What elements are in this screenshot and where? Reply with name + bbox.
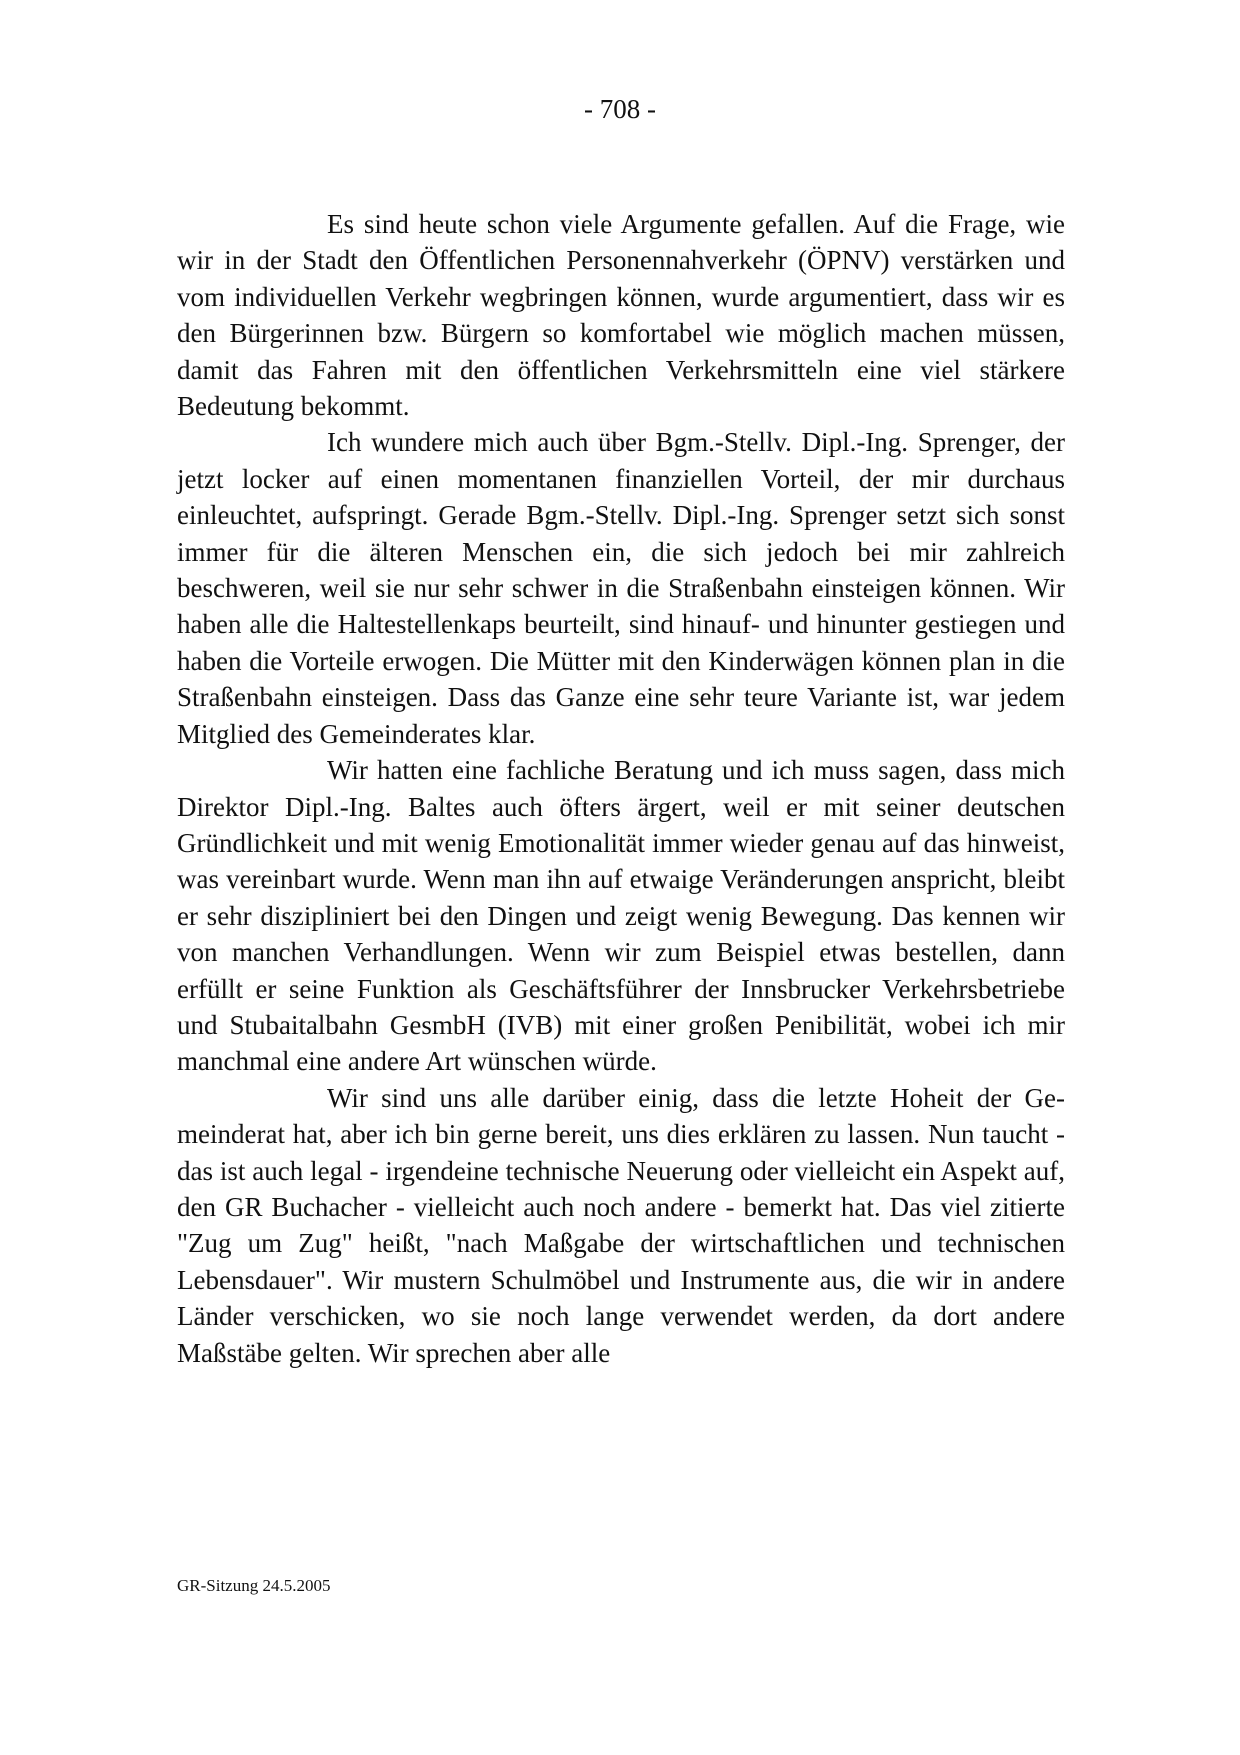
footer-session-date: GR-Sitzung 24.5.2005 — [177, 1576, 331, 1595]
paragraph: Wir sind uns alle darüber einig, dass die letzte Hoheit der Gemeinderat hat, aber ich bin gerne bereit, uns dies erklären zu lassen. Nun taucht - das ist auch legal - irgendeine technische Neuerung oder vielleicht ein Aspekt auf, den GR Buchacher - vielleicht auch noch andere - bemerkt hat. Das viel zitierte "Zug um Zug" heißt, "nach Maßgabe der wirtschaftlichen und technischen Lebensdauer". Wir mustern Schulmöbel und Instrumente aus, die wir in andere Länder verschicken, wo sie noch lange verwendet werden, da dort andere Maßstäbe gelten. Wir sprechen aber alle — [177, 1082, 1065, 1368]
paragraph: Ich wundere mich auch über Bgm.-Stellv. Dipl.-Ing. Sprenger, der jetzt locker auf einen momentanen finanziellen Vorteil, der mir durchaus einleuchtet, aufspringt. Gerade Bgm.-Stellv. Dipl.-Ing. Sprenger setzt sich sonst immer für die älteren Menschen ein, die sich jedoch bei mir zahlreich beschweren, weil sie nur sehr schwer in die Straßenbahn einsteigen können. Wir haben alle die Haltestellenkaps beurteilt, sind hinauf- und hinunter gestiegen und haben die Vorteile erwogen. Die Mütter mit den Kinderwägen können plan in die Straßenbahn einsteigen. Dass das Ganze eine sehr teure Variante ist, war jedem Mitglied des Gemeinderates klar. — [177, 427, 1065, 749]
paragraph: Wir hatten eine fachliche Beratung und ich muss sagen, dass mich Direktor Dipl.-Ing. Baltes auch öfters ärgert, weil er mit seiner deutschen Gründlichkeit und mit wenig Emotionalität immer wieder genau auf das hinweist, was vereinbart wurde. Wenn man ihn auf etwaige Veränderungen anspricht, bleibt er sehr diszipliniert bei den Dingen und zeigt wenig Bewegung. Das kennen wir von manchen Verhandlungen. Wenn wir zum Beispiel etwas bestellen, dann erfüllt er seine Funktion als Geschäftsführer der Innsbrucker Verkehrsbetriebe und Stubaitalbahn GesmbH (IVB) mit einer großen Penibilität, wobei ich mir manchmal eine andere Art wünschen würde. — [177, 755, 1065, 1077]
page-number: - 708 - — [584, 94, 656, 124]
document-body — [177, 206, 1065, 1371]
paragraph: Es sind heute schon viele Argumente gefallen. Auf die Frage, wie wir in der Stadt den Öffentlichen Personennahverkehr (ÖPNV) verstärken und vom individuellen Verkehr wegbringen können, wurde argumentiert, dass wir es den Bürgerinnen bzw. Bürgern so komfortabel wie möglich machen müssen, damit das Fahren mit den öffentlichen Verkehrsmitteln eine viel stärkere Bedeutung bekommt. — [177, 209, 1065, 422]
